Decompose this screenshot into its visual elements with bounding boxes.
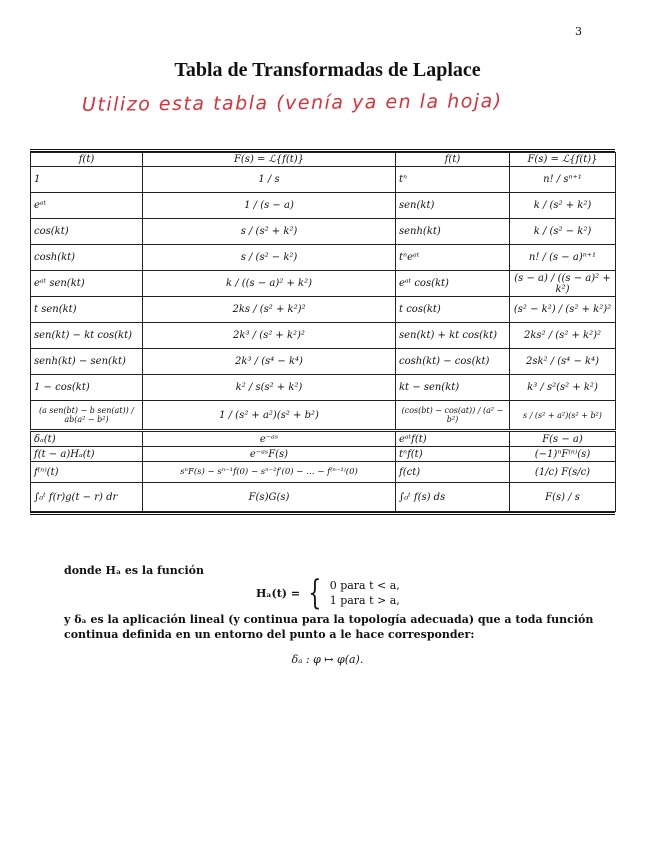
header-f-t: f(t)	[31, 153, 143, 167]
cell-transform: k / (s² − k²)	[510, 219, 616, 245]
cell-f: sen(kt) − kt cos(kt)	[31, 323, 143, 349]
cell-transform: 2k³ / (s² + k²)²	[143, 323, 396, 349]
table-row	[31, 431, 616, 447]
laplace-table-wrapper	[30, 149, 615, 515]
cell-transform: e⁻ᵃˢF(s)	[143, 447, 396, 462]
handwritten-note: Utilizo esta tabla (venía ya en la hoja)	[81, 90, 503, 116]
table-row	[31, 193, 616, 219]
cell-f: 1	[31, 167, 143, 193]
h-case-2: 1 para t > a,	[329, 594, 400, 607]
cell-transform: s / (s² + k²)	[143, 219, 396, 245]
cell-f: t cos(kt)	[396, 297, 510, 323]
table-row	[31, 271, 616, 297]
cell-f: eᵃᵗ sen(kt)	[31, 271, 143, 297]
page-number: 3	[575, 25, 582, 38]
cell-f: kt − sen(kt)	[396, 375, 510, 401]
table-header-row	[31, 153, 616, 167]
cell-transform: 1 / s	[143, 167, 396, 193]
cell-f: cosh(kt)	[31, 245, 143, 271]
notes-intro: donde Hₐ es la función	[64, 564, 204, 577]
cell-transform: k / ((s − a)² + k²)	[143, 271, 396, 297]
table-row	[31, 401, 616, 431]
table-row	[31, 375, 616, 401]
table-row	[31, 323, 616, 349]
header-laplace-2: F(s) = ℒ{f(t)}	[510, 153, 616, 167]
cell-transform: s / (s² − k²)	[143, 245, 396, 271]
page-title: Tabla de Transformadas de Laplace	[174, 59, 481, 81]
cell-transform: (s² − k²) / (s² + k²)²	[510, 297, 616, 323]
cell-f: tⁿf(t)	[396, 447, 510, 462]
cell-f: sen(kt) + kt cos(kt)	[396, 323, 510, 349]
header-f-t-2: f(t)	[396, 153, 510, 167]
cell-transform: 2ks / (s² + k²)²	[143, 297, 396, 323]
h-case-1: 0 para t < a,	[329, 579, 400, 592]
cell-transform: 1 / (s − a)	[143, 193, 396, 219]
notes-delta-text: y δₐ es la aplicación lineal (y continua para la topología adecuada) que a toda función continua definida en un entorno del punto a le hace corresponder:	[64, 613, 594, 641]
cell-transform: 2sk² / (s⁴ − k⁴)	[510, 349, 616, 375]
table-row	[31, 297, 616, 323]
cell-transform: e⁻ᵃˢ	[143, 431, 396, 447]
cell-transform: s / (s² + a²)(s² + b²)	[510, 401, 616, 431]
cell-f: cosh(kt) − cos(kt)	[396, 349, 510, 375]
cell-f: eᵃᵗf(t)	[396, 431, 510, 447]
cell-transform: F(s − a)	[510, 431, 616, 447]
cell-f: tⁿ	[396, 167, 510, 193]
h-function-formula	[256, 573, 400, 613]
table-row	[31, 245, 616, 271]
table-row	[31, 462, 616, 483]
cell-f: ∫₀ᵗ f(r)g(t − r) dr	[31, 483, 143, 512]
table-row	[31, 349, 616, 375]
cell-transform: sⁿF(s) − sⁿ⁻¹f(0) − sⁿ⁻²f′(0) − … − f⁽ⁿ⁻¹⁾(0)	[143, 462, 396, 483]
cell-transform: (−1)ⁿF⁽ⁿ⁾(s)	[510, 447, 616, 462]
header-laplace: F(s) = ℒ{f(t)}	[143, 153, 396, 167]
cell-f: 1 − cos(kt)	[31, 375, 143, 401]
cell-transform: n! / sⁿ⁺¹	[510, 167, 616, 193]
cell-f: t sen(kt)	[31, 297, 143, 323]
cell-f: senh(kt) − sen(kt)	[31, 349, 143, 375]
cell-f: cos(kt)	[31, 219, 143, 245]
cell-transform: (s − a) / ((s − a)² + k²)	[510, 271, 616, 297]
cell-f: (cos(bt) − cos(at)) / (a² − b²)	[396, 401, 510, 431]
cell-transform: 1 / (s² + a²)(s² + b²)	[143, 401, 396, 431]
cell-transform: k² / s(s² + k²)	[143, 375, 396, 401]
cell-f: tⁿeᵃᵗ	[396, 245, 510, 271]
table-row	[31, 219, 616, 245]
cell-transform: k / (s² + k²)	[510, 193, 616, 219]
cell-f: f⁽ⁿ⁾(t)	[31, 462, 143, 483]
delta-formula: δₐ : φ ↦ φ(a).	[291, 653, 364, 666]
cell-f: eᵃᵗ	[31, 193, 143, 219]
cell-f: ∫₀ᵗ f(s) ds	[396, 483, 510, 512]
cell-f: eᵃᵗ cos(kt)	[396, 271, 510, 297]
cell-transform: (1/c) F(s/c)	[510, 462, 616, 483]
cell-transform: n! / (s − a)ⁿ⁺¹	[510, 245, 616, 271]
h-formula-lhs: Hₐ(t) =	[256, 586, 301, 600]
cell-f: sen(kt)	[396, 193, 510, 219]
table-row	[31, 483, 616, 512]
cell-transform: F(s) / s	[510, 483, 616, 512]
h-formula-cases	[330, 578, 400, 608]
cell-transform: F(s)G(s)	[143, 483, 396, 512]
cell-f: f(t − a)Hₐ(t)	[31, 447, 143, 462]
cell-f: δₐ(t)	[31, 431, 143, 447]
laplace-table	[30, 152, 616, 512]
brace-symbol: {	[308, 573, 322, 613]
cell-f: f(ct)	[396, 462, 510, 483]
cell-transform: 2k³ / (s⁴ − k⁴)	[143, 349, 396, 375]
cell-transform: 2ks² / (s² + k²)²	[510, 323, 616, 349]
cell-transform: k³ / s²(s² + k²)	[510, 375, 616, 401]
cell-f: (a sen(bt) − b sen(at)) / ab(a² − b²)	[31, 401, 143, 431]
table-row	[31, 167, 616, 193]
cell-f: senh(kt)	[396, 219, 510, 245]
table-row	[31, 447, 616, 462]
